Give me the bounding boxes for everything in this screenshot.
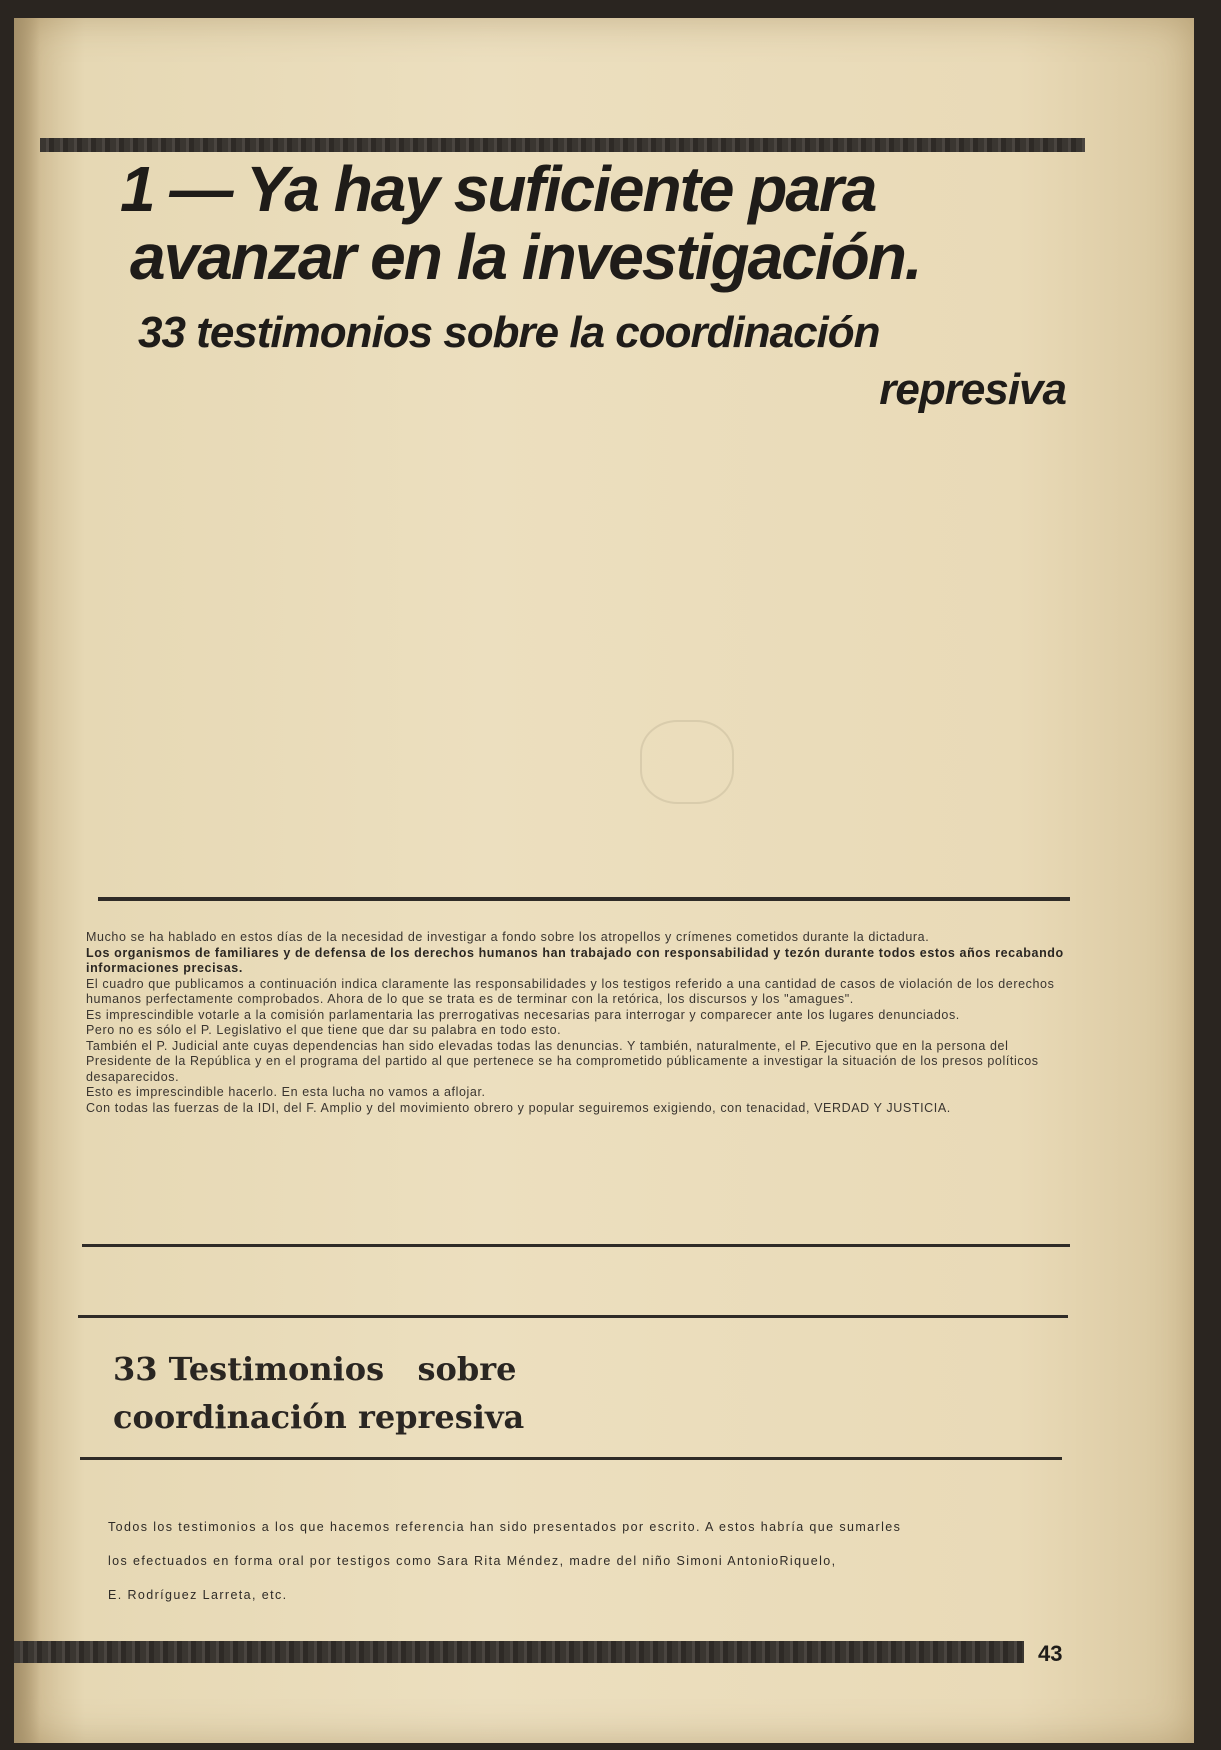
intro-paragraph: Pero no es sólo el P. Legislativo el que tiene que dar su palabra en todo esto. [86,1023,562,1037]
outro-line: E. Rodríguez Larreta, etc. [108,1588,288,1602]
section-title-line-2: coordinación represiva [113,1398,525,1436]
headline [120,155,1080,291]
subheadline-line-2: represiva [879,365,1066,414]
page-edge-shadow [14,18,40,1743]
bottom-rule [14,1641,1024,1663]
headline-line-2: avanzar en la investigación. [130,221,921,293]
outro-line: Todos los testimonios a los que hacemos referencia han sido presentados por escrito. A estos habría que sumarles [108,1520,902,1534]
intro-text [86,930,1071,1116]
headline-line-1: 1 — Ya hay suficiente para [120,153,876,225]
section-bottom-rule [80,1457,1062,1460]
outro-text [108,1510,1068,1612]
intro-paragraph: Mucho se ha hablado en estos días de la necesidad de investigar a fondo sobre los atropellos y crímenes cometidos durante la dictadura. [86,930,930,944]
section-top-rule [78,1315,1068,1318]
intro-paragraph: Con todas las fuerzas de la IDI, del F. Amplio y del movimiento obrero y popular seguiremos exigiendo, con tenacidad, VERDAD Y JUSTICIA. [86,1100,951,1115]
intro-paragraph: Los organismos de familiares y de defensa de los derechos humanos han trabajado con responsabilidad y tezón durante todos estos años recabando informaciones precisas. [86,945,1064,975]
intro-paragraph: También el P. Judicial ante cuyas dependencias han sido elevadas todas las denuncias. Y también, naturalmente, el P. Ejecutivo que en la persona del Presidente de la República y en el programa del partido al que pertenece se ha comprometido públicamente a investigar la situación de los presos políticos desaparecidos. [86,1038,1039,1084]
top-rule [40,138,1085,152]
page-number: 43 [1038,1641,1063,1666]
intro-bottom-rule [82,1244,1070,1247]
section-title-line-1: 33 Testimonios sobre [113,1350,517,1388]
faint-stamp-mark [640,720,734,804]
section-title [113,1345,524,1441]
intro-top-rule [98,897,1070,901]
intro-paragraph: Es imprescindible votarle a la comisión parlamentaria las prerrogativas necesarias para interrogar y comparecer ante los lugares denunciados. [86,1007,960,1022]
intro-paragraph: Esto es imprescindible hacerlo. En esta lucha no vamos a aflojar. [86,1085,486,1099]
subheadline-line-1: 33 testimonios sobre la coordinación [138,308,880,357]
intro-paragraph: El cuadro que publicamos a continuación indica claramente las responsabilidades y los testigos referido a una cantidad de casos de violación de los derechos humanos perfectamente comprobados. Ahora de lo que se trata es de terminar con la retórica, los discursos y los "amagues". [86,976,1055,1006]
outro-line: los efectuados en forma oral por testigos como Sara Rita Méndez, madre del niño Simoni AntonioRiquelo, [108,1554,837,1568]
